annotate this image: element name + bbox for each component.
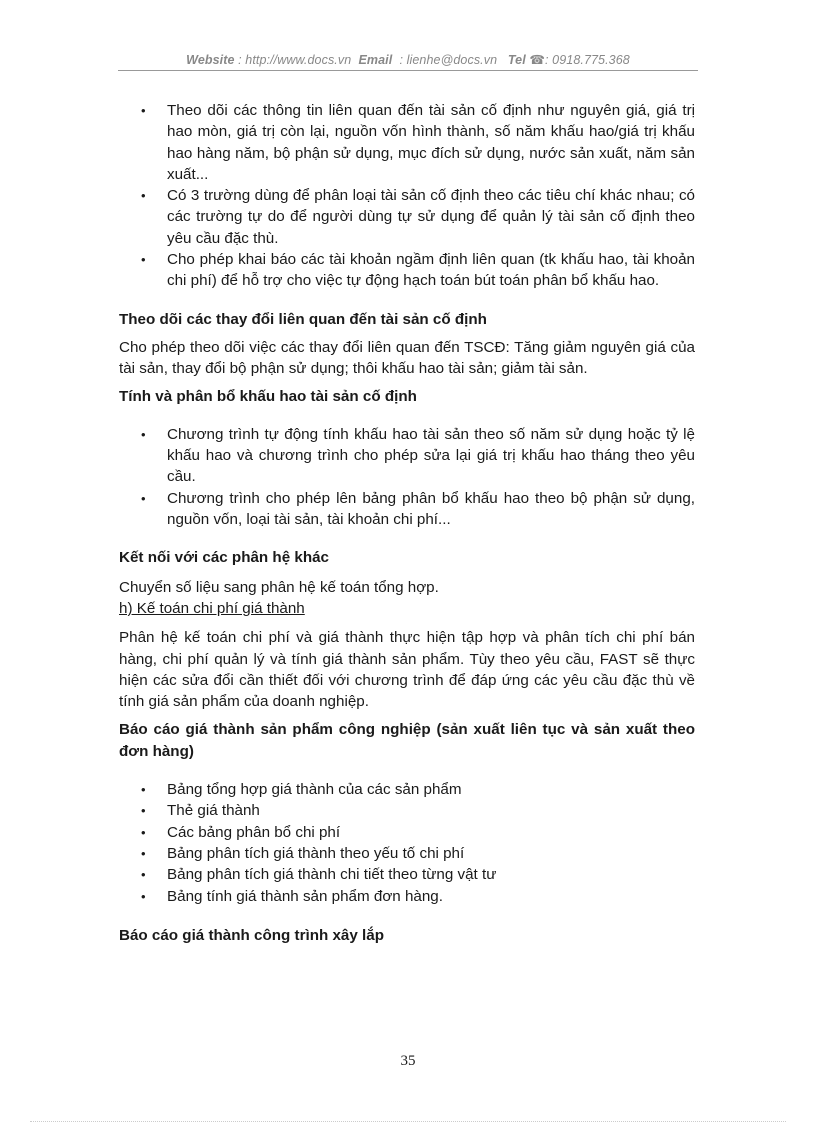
list-item-text: Chương trình tự động tính khấu hao tài sản theo số năm sử dụng hoặc tỷ lệ khấu hao và chương trình cho phép sửa lại giá trị khấu hao tháng theo yêu cầu. <box>167 425 695 486</box>
section-heading: Báo cáo giá thành sản phẩm công nghiệp (sản xuất liên tục và sản xuất theo đơn hàng) <box>119 721 695 760</box>
list-item-text: Theo dõi các thông tin liên quan đến tài sản cố định như nguyên giá, giá trị hao mòn, giá trị còn lại, nguồn vốn hình thành, số năm khấu hao/giá trị khấu hao hàng năm, bộ phận sử dụng, mục đích sử dụng, nước sản xuất, năm sản xuất... <box>167 102 695 183</box>
list-item-text: Bảng phân tích giá thành chi tiết theo từng vật tư <box>167 866 497 884</box>
tel-label: Tel <box>507 53 526 67</box>
page-number: 35 <box>400 1053 416 1069</box>
bullet-icon: • <box>141 252 146 268</box>
list-item <box>119 864 695 885</box>
list-item <box>119 822 695 843</box>
list-item <box>119 185 695 249</box>
depreciation-list <box>119 424 695 530</box>
list-item <box>119 779 695 800</box>
bullet-icon: • <box>141 803 146 819</box>
page-header <box>0 52 816 67</box>
bullet-icon: • <box>141 888 146 904</box>
bullet-icon: • <box>141 867 146 883</box>
website-label: Website <box>186 53 235 67</box>
list-item-text: Cho phép khai báo các tài khoản ngầm định liên quan (tk khấu hao, tài khoản chi phí) để hỗ trợ cho việc tự động hạch toán bút toán phân bổ khấu hao. <box>167 251 695 290</box>
paragraph: Cho phép theo dõi việc các thay đổi liên quan đến TSCĐ: Tăng giảm nguyên giá của tài sản, thay đổi bộ phận sử dụng; thôi khấu hao tài sản; giảm tài sản. <box>119 338 695 378</box>
list-item-text: Bảng tính giá thành sản phẩm đơn hàng. <box>167 887 443 905</box>
header-divider <box>118 70 698 71</box>
tel-value: : 0918.775.368 <box>545 53 630 67</box>
paragraph: Phân hệ kế toán chi phí và giá thành thực hiện tập hợp và phân tích chi phí bán hàng, chi phí quản lý và tính giá thành sản phẩm. Tùy theo yêu cầu, FAST sẽ thực hiện các sửa đổi cần thiết đối với chương trình để đáp ứng các yêu cầu đặc thù về tính giá sản phẩm của doanh nghiệp. <box>119 629 695 711</box>
list-item <box>119 800 695 821</box>
page-bottom-border <box>30 1121 786 1122</box>
bullet-icon: • <box>141 782 146 798</box>
list-item <box>119 424 695 488</box>
list-item <box>119 488 695 531</box>
list-item <box>119 100 695 185</box>
bullet-icon: • <box>141 426 146 442</box>
list-item-text: Chương trình cho phép lên bảng phân bổ khấu hao theo bộ phận sử dụng, nguồn vốn, loại tài sản, tài khoản chi phí... <box>167 489 695 529</box>
cost-report-list <box>119 779 695 907</box>
bullet-icon: • <box>141 188 146 204</box>
list-item <box>119 886 695 907</box>
section-heading: Báo cáo giá thành công trình xây lắp <box>119 926 384 944</box>
bullet-icon: • <box>141 824 146 840</box>
bullet-icon: • <box>141 490 146 506</box>
section-heading: Tính và phân bổ khấu hao tài sản cố định <box>119 387 417 405</box>
bullet-icon: • <box>141 103 146 118</box>
email-value: : lienhe@docs.vn <box>399 53 498 67</box>
list-item <box>119 843 695 864</box>
list-item-text: Có 3 trường dùng để phân loại tài sản cố định theo các tiêu chí khác nhau; có các trường tự do để người dùng tự sử dụng để quản lý tài sản cố định theo yêu cầu đặc thù. <box>167 187 695 247</box>
list-item-text: Thẻ giá thành <box>167 802 260 820</box>
section-heading: Kết nối với các phân hệ khác <box>119 549 329 567</box>
list-item-text: Bảng tổng hợp giá thành của các sản phẩm <box>167 781 462 799</box>
list-item <box>119 249 695 292</box>
phone-icon: ☎ <box>529 53 546 67</box>
section-heading: Theo dõi các thay đổi liên quan đến tài sản cố định <box>119 310 487 328</box>
asset-tracking-list <box>119 100 695 292</box>
bullet-icon: • <box>141 845 146 861</box>
list-item-text: Bảng phân tích giá thành theo yếu tố chi phí <box>167 844 465 862</box>
page-content <box>119 100 695 946</box>
subsection-title: h) Kế toán chi phí giá thành <box>119 599 305 617</box>
list-item-text: Các bảng phân bổ chi phí <box>167 823 341 841</box>
website-value: : http://www.docs.vn <box>238 53 352 67</box>
email-label: Email <box>358 53 393 67</box>
paragraph: Chuyển số liệu sang phân hệ kế toán tổng hợp. <box>119 578 439 596</box>
